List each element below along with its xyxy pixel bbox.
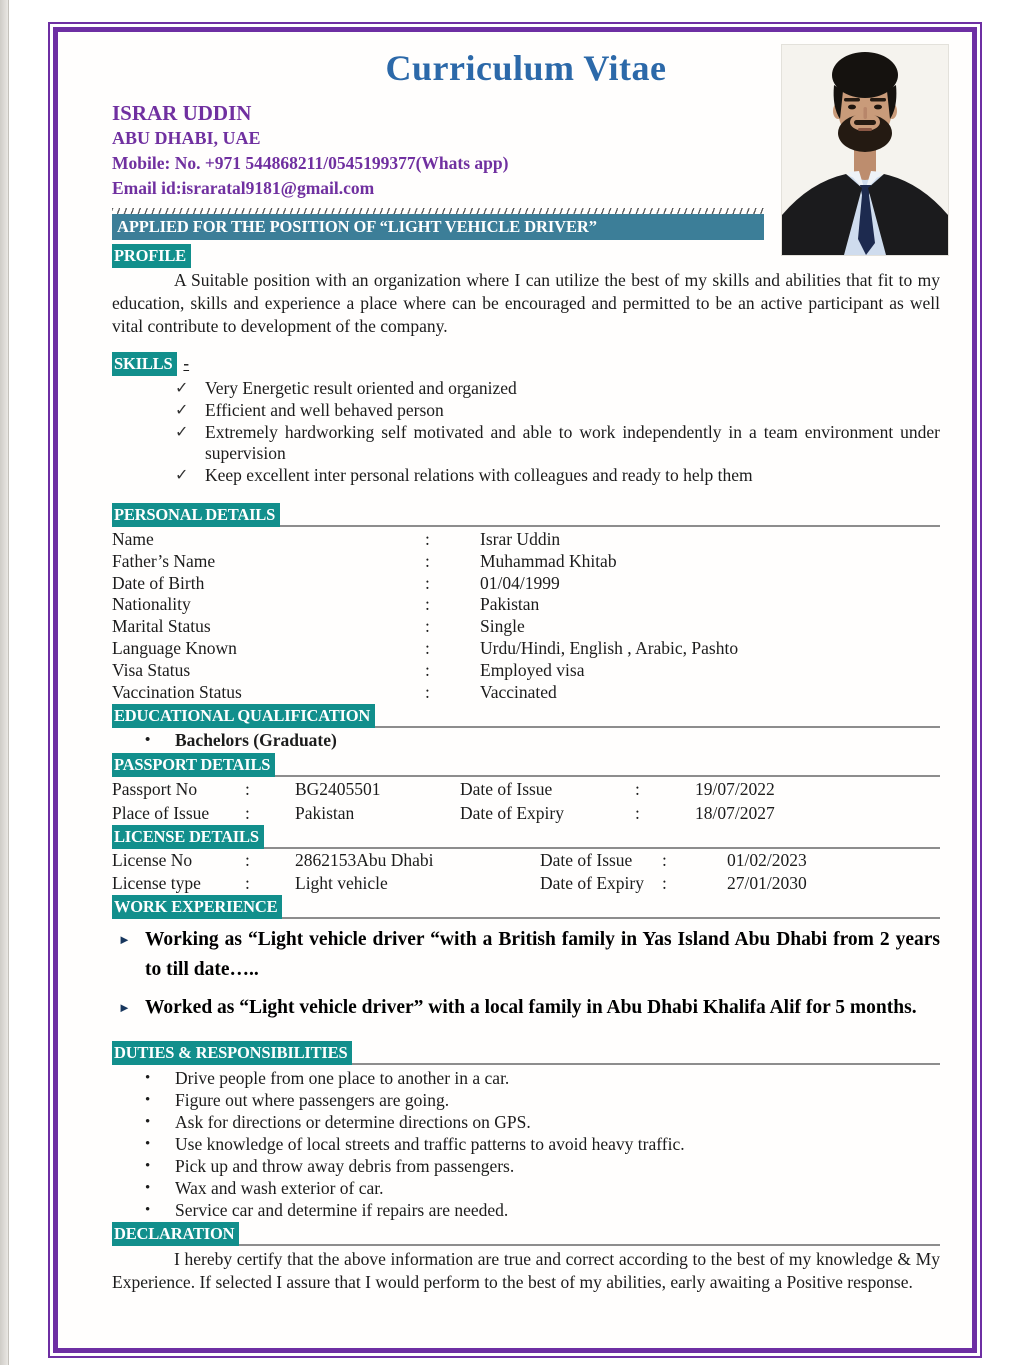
- passport-detail-row: [112, 802, 940, 826]
- declaration-text: I hereby certify that the above information are true and correct according to the best of my knowledge & My Experience. If selected I assure that I would perform to the best of my abilities, early awaiting a Positive response.: [112, 1249, 940, 1293]
- skill-item: [112, 465, 940, 487]
- skill-text: Keep excellent inter personal relations with colleagues and ready to help them: [205, 465, 753, 486]
- work-experience-item: [112, 993, 940, 1023]
- check-icon: ✓: [175, 423, 189, 441]
- detail-label: Date of Issue: [460, 779, 553, 800]
- detail-colon: :: [425, 637, 430, 658]
- duty-item: [112, 1177, 940, 1199]
- license-detail-row: [112, 872, 940, 895]
- hatched-divider: [112, 206, 764, 214]
- bullet-icon: •: [145, 1180, 151, 1197]
- personal-detail-row: [112, 638, 940, 660]
- detail-label: Nationality: [112, 594, 191, 615]
- skill-item: [112, 400, 940, 422]
- personal-detail-row: [112, 682, 940, 704]
- detail-colon: :: [635, 802, 640, 823]
- detail-colon: :: [635, 779, 640, 800]
- skill-item: [112, 378, 940, 400]
- skill-text: Efficient and well behaved person: [205, 399, 444, 420]
- personal-detail-row: [112, 551, 940, 573]
- applied-position-banner: APPLIED FOR THE POSITION OF “LIGHT VEHICLE DRIVER”: [112, 214, 764, 240]
- detail-value: 19/07/2022: [695, 779, 775, 800]
- detail-value: 01/04/1999: [480, 572, 560, 593]
- detail-value: 27/01/2030: [727, 872, 807, 893]
- skills-heading-dash: -: [183, 354, 190, 373]
- detail-value: 18/07/2027: [695, 802, 775, 823]
- education-list: [112, 728, 940, 752]
- detail-value: Employed visa: [480, 659, 585, 680]
- personal-detail-row: [112, 660, 940, 682]
- detail-value: Vaccinated: [480, 681, 557, 702]
- detail-label: Father’s Name: [112, 550, 216, 571]
- profile-heading: PROFILE: [112, 244, 191, 268]
- skills-list: [112, 378, 940, 487]
- detail-colon: :: [245, 850, 250, 871]
- detail-value: 01/02/2023: [727, 850, 807, 871]
- detail-value: Urdu/Hindi, English , Arabic, Pashto: [480, 637, 739, 658]
- bullet-icon: •: [145, 1158, 151, 1175]
- personal-details-heading: PERSONAL DETAILS: [112, 503, 280, 527]
- bullet-icon: •: [145, 1092, 151, 1109]
- skill-text: Extremely hardworking self motivated and able to work independently in a team environment under supervision: [205, 421, 940, 464]
- duty-text: Service car and determine if repairs are needed.: [175, 1200, 509, 1221]
- detail-value: Single: [480, 616, 525, 637]
- personal-detail-row: [112, 616, 940, 638]
- duty-text: Drive people from one place to another in a car.: [175, 1068, 510, 1089]
- bullet-icon: •: [145, 1136, 151, 1153]
- duties-heading: DUTIES & RESPONSIBILITIES: [112, 1041, 352, 1065]
- applicant-location: ABU DHABI, UAE: [112, 128, 261, 148]
- duty-text: Use knowledge of local streets and traffic patterns to avoid heavy traffic.: [175, 1134, 685, 1155]
- detail-value: Pakistan: [295, 802, 355, 823]
- applicant-name: ISRAR UDDIN: [112, 101, 252, 125]
- detail-colon: :: [425, 550, 430, 571]
- work-experience-text: Worked as “Light vehicle driver” with a local family in Abu Dhabi Khalifa Alif for 5 months.: [145, 997, 917, 1019]
- detail-label: Visa Status: [112, 659, 191, 680]
- check-icon: ✓: [175, 380, 189, 397]
- detail-label: License No: [112, 850, 193, 871]
- passport-details-table: [112, 778, 940, 825]
- duty-text: Pick up and throw away debris from passengers.: [175, 1156, 515, 1177]
- scan-edge: [0, 0, 9, 1365]
- detail-label: Passport No: [112, 779, 198, 800]
- duties-list: [112, 1067, 940, 1221]
- passport-detail-row: [112, 778, 940, 802]
- work-experience-list: [112, 925, 940, 1023]
- page-title: Curriculum Vitae: [385, 48, 667, 88]
- detail-label: Vaccination Status: [112, 681, 242, 702]
- bullet-icon: •: [145, 1114, 151, 1131]
- duty-item: [112, 1067, 940, 1089]
- arrow-bullet-icon: ►: [118, 1000, 131, 1016]
- cv-page-border: [53, 27, 977, 1353]
- duty-item: [112, 1111, 940, 1133]
- license-details-table: [112, 849, 940, 894]
- detail-colon: :: [245, 802, 250, 823]
- duty-text: Wax and wash exterior of car.: [175, 1178, 384, 1199]
- cv-content: [58, 32, 972, 1348]
- work-experience-text: Working as “Light vehicle driver “with a British family in Yas Island Abu Dhabi from 2 years to till date…..: [145, 929, 940, 981]
- detail-value: Muhammad Khitab: [480, 550, 617, 571]
- applicant-photo-graphic: [782, 45, 948, 255]
- detail-value: Israr Uddin: [480, 528, 561, 549]
- check-icon: ✓: [175, 401, 189, 419]
- check-icon: ✓: [175, 467, 189, 485]
- detail-colon: :: [662, 872, 667, 893]
- detail-colon: :: [662, 850, 667, 871]
- bullet-icon: •: [145, 1202, 151, 1219]
- duty-item: [112, 1199, 940, 1221]
- work-experience-item: [112, 925, 940, 985]
- applicant-mobile: Mobile: No. +971 544868211/0545199377(Whats app): [112, 153, 509, 173]
- education-heading: EDUCATIONAL QUALIFICATION: [112, 704, 375, 728]
- license-detail-row: [112, 849, 940, 872]
- detail-label: Place of Issue: [112, 802, 210, 823]
- bullet-icon: •: [145, 732, 151, 749]
- detail-value: Pakistan: [480, 594, 540, 615]
- skill-item: [112, 422, 940, 466]
- detail-colon: :: [245, 872, 250, 893]
- detail-value: BG2405501: [295, 779, 381, 800]
- personal-detail-row: [112, 594, 940, 616]
- personal-detail-row: [112, 573, 940, 595]
- detail-value: 2862153Abu Dhabi: [295, 850, 434, 871]
- education-text: Bachelors (Graduate): [175, 730, 337, 751]
- skill-text: Very Energetic result oriented and organized: [205, 378, 517, 398]
- personal-detail-row: [112, 529, 940, 551]
- duty-item: [112, 1133, 940, 1155]
- bullet-icon: •: [145, 1070, 151, 1087]
- duty-text: Ask for directions or determine directions on GPS.: [175, 1112, 531, 1133]
- applicant-photo: [782, 45, 948, 255]
- detail-label: Name: [112, 528, 154, 549]
- detail-colon: :: [425, 572, 430, 593]
- detail-label: Date of Expiry: [460, 802, 564, 823]
- detail-colon: :: [425, 594, 430, 615]
- detail-label: Date of Expiry: [540, 872, 644, 893]
- passport-details-heading: PASSPORT DETAILS: [112, 753, 275, 777]
- work-experience-heading: WORK EXPERIENCE: [112, 895, 282, 919]
- detail-value: Light vehicle: [295, 872, 388, 893]
- license-details-heading: LICENSE DETAILS: [112, 825, 264, 849]
- detail-colon: :: [425, 528, 430, 549]
- detail-colon: :: [425, 616, 430, 637]
- skills-heading: SKILLS: [112, 352, 177, 376]
- detail-label: Marital Status: [112, 616, 211, 637]
- personal-details-table: [112, 529, 940, 703]
- detail-label: License type: [112, 872, 201, 893]
- detail-label: Language Known: [112, 637, 237, 658]
- detail-label: Date of Birth: [112, 572, 205, 593]
- arrow-bullet-icon: ►: [118, 932, 131, 948]
- duty-text: Figure out where passengers are going.: [175, 1090, 450, 1111]
- declaration-heading: DECLARATION: [112, 1222, 239, 1246]
- duty-item: [112, 1089, 940, 1111]
- cv-page: [48, 22, 982, 1358]
- applicant-email: Email id:israratal9181@gmail.com: [112, 178, 375, 198]
- duty-item: [112, 1155, 940, 1177]
- detail-label: Date of Issue: [540, 850, 633, 871]
- profile-text: A Suitable position with an organization where I can utilize the best of my skills and abilities that fit to my education, skills and experience a place where can be encouraged and permitted to be an active participant as well vital contribute to development of the company.: [112, 270, 940, 336]
- detail-colon: :: [245, 779, 250, 800]
- detail-colon: :: [425, 659, 430, 680]
- education-item: [112, 728, 940, 752]
- detail-colon: :: [425, 681, 430, 702]
